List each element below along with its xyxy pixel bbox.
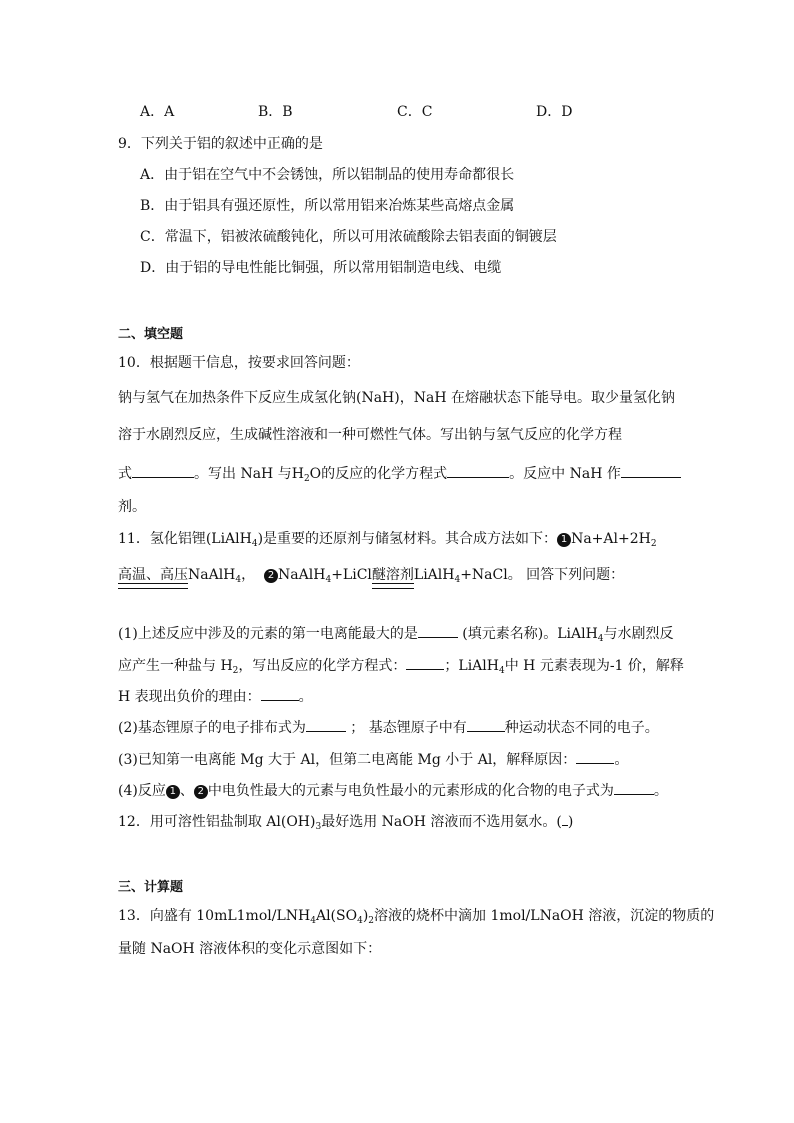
reaction-condition-2: 醚溶剂 bbox=[372, 567, 414, 589]
q9-option-b: B．由于铝具有强还原性，所以常用铝来冶炼某些高熔点金属 bbox=[140, 198, 515, 214]
answer-blank bbox=[614, 780, 654, 795]
q10-para-line1: 钠与氢气在加热条件下反应生成氢化钠(NaH)，NaH 在熔融状态下能导电。取少量氢化钠 bbox=[118, 390, 675, 406]
q11-part3: (3)已知第一电离能 Mg 大于 Al，但第二电离能 Mg 小于 Al，解释原因： 。 bbox=[118, 749, 628, 769]
q8-option-b: B．B bbox=[258, 104, 293, 120]
q11-part4: (4)反应 1 、 2 中电负性最大的元素与电负性最小的元素形成的化合物的电子式为 。 bbox=[118, 780, 668, 800]
answer-blank bbox=[406, 655, 444, 670]
circled-number-2: 2 bbox=[194, 785, 208, 799]
q10-stem: 10．根据题干信息，按要求回答问题： bbox=[118, 355, 360, 371]
q8-option-d: D．D bbox=[536, 104, 573, 120]
q10-para-line4: 剂。 bbox=[118, 499, 146, 515]
q9-stem: 9．下列关于铝的叙述中正确的是 bbox=[118, 136, 323, 152]
q13-stem-line2: 量随 NaOH 溶液体积的变化示意图如下： bbox=[118, 941, 382, 957]
q13-stem-line1: 13．向盛有 $10mL1mol/LNH_4Al(SO_4)_2$溶液的烧杯中滴加 1mol/LNaOH 溶液，沉淀的物质的 bbox=[118, 908, 715, 926]
q11-part1-line2: 应产生一种盐与 $H_2$，写出反应的化学方程式： ；LiAlH$_4$中 H 元素表现为-1 价，解释 bbox=[118, 655, 684, 680]
q8-option-c: C．C bbox=[397, 104, 433, 120]
section-heading-fill-blank: 二、填空题 bbox=[118, 327, 184, 342]
answer-blank bbox=[261, 686, 299, 701]
answer-blank bbox=[418, 623, 458, 638]
equal-bar bbox=[372, 583, 414, 589]
answer-blank bbox=[467, 717, 505, 732]
q9-option-d: D．由于铝的导电性能比铜强，所以常用铝制造电线、电缆 bbox=[140, 260, 502, 276]
q11-part1-line1: (1)上述反应中涉及的元素的第一电离能最大的是 (填元素名称)。LiAlH$_4$与水剧烈反 bbox=[118, 623, 674, 648]
h2o-formula: $H_2O$ bbox=[291, 466, 322, 484]
answer-blank bbox=[621, 463, 681, 478]
answer-blank bbox=[576, 749, 614, 764]
circled-number-1: 1 bbox=[166, 785, 180, 799]
q8-options bbox=[140, 103, 572, 121]
q8-option-a: A．A bbox=[140, 104, 175, 120]
answer-blank bbox=[447, 463, 509, 478]
section-heading-calculation: 三、计算题 bbox=[118, 880, 184, 895]
q9-option-a: A．由于铝在空气中不会锈蚀，所以铝制品的使用寿命都很长 bbox=[140, 167, 515, 183]
q11-part2: (2)基态锂原子的电子排布式为 ； 基态锂原子中有 种运动状态不同的电子。 bbox=[118, 717, 659, 737]
q10-para-line2: 溶于水剧烈反应，生成碱性溶液和一种可燃性气体。写出钠与氢气反应的化学方程 bbox=[118, 427, 622, 443]
q11-part1-line3: H 表现出负价的理由： 。 bbox=[118, 686, 313, 706]
circled-number-1: 1 bbox=[557, 533, 571, 547]
q12-stem: 12．用可溶性铝盐制取 $Al(OH)_3$最好选用 NaOH 溶液而不选用氨水。( ) bbox=[118, 811, 573, 836]
circled-number-2: 2 bbox=[264, 569, 278, 583]
q11-stem: 11．氢化铝锂(LiAlH$_4$)是重要的还原剂与储氢材料。其合成方法如下： 1 $Na+Al+2H_2$ bbox=[118, 531, 657, 549]
answer-blank bbox=[132, 463, 194, 478]
equal-bar bbox=[118, 583, 188, 589]
q9-option-c: C．常温下，铝被浓硫酸钝化，所以可用浓硫酸除去铝表面的铜镀层 bbox=[140, 229, 557, 245]
q10-para-line3: 式 。写出 NaH 与$H_2O$的反应的化学方程式 。反应中 NaH 作 bbox=[118, 463, 681, 488]
reaction-condition-1: 高温、高压 bbox=[118, 567, 188, 589]
q11-reactions: 高温、高压 NaAlH$_4$， 2 NaAlH$_4$+LiCl 醚溶剂 LiAlH$_4$+NaCl。 回答下列问题： bbox=[118, 566, 624, 589]
answer-blank bbox=[306, 717, 346, 732]
